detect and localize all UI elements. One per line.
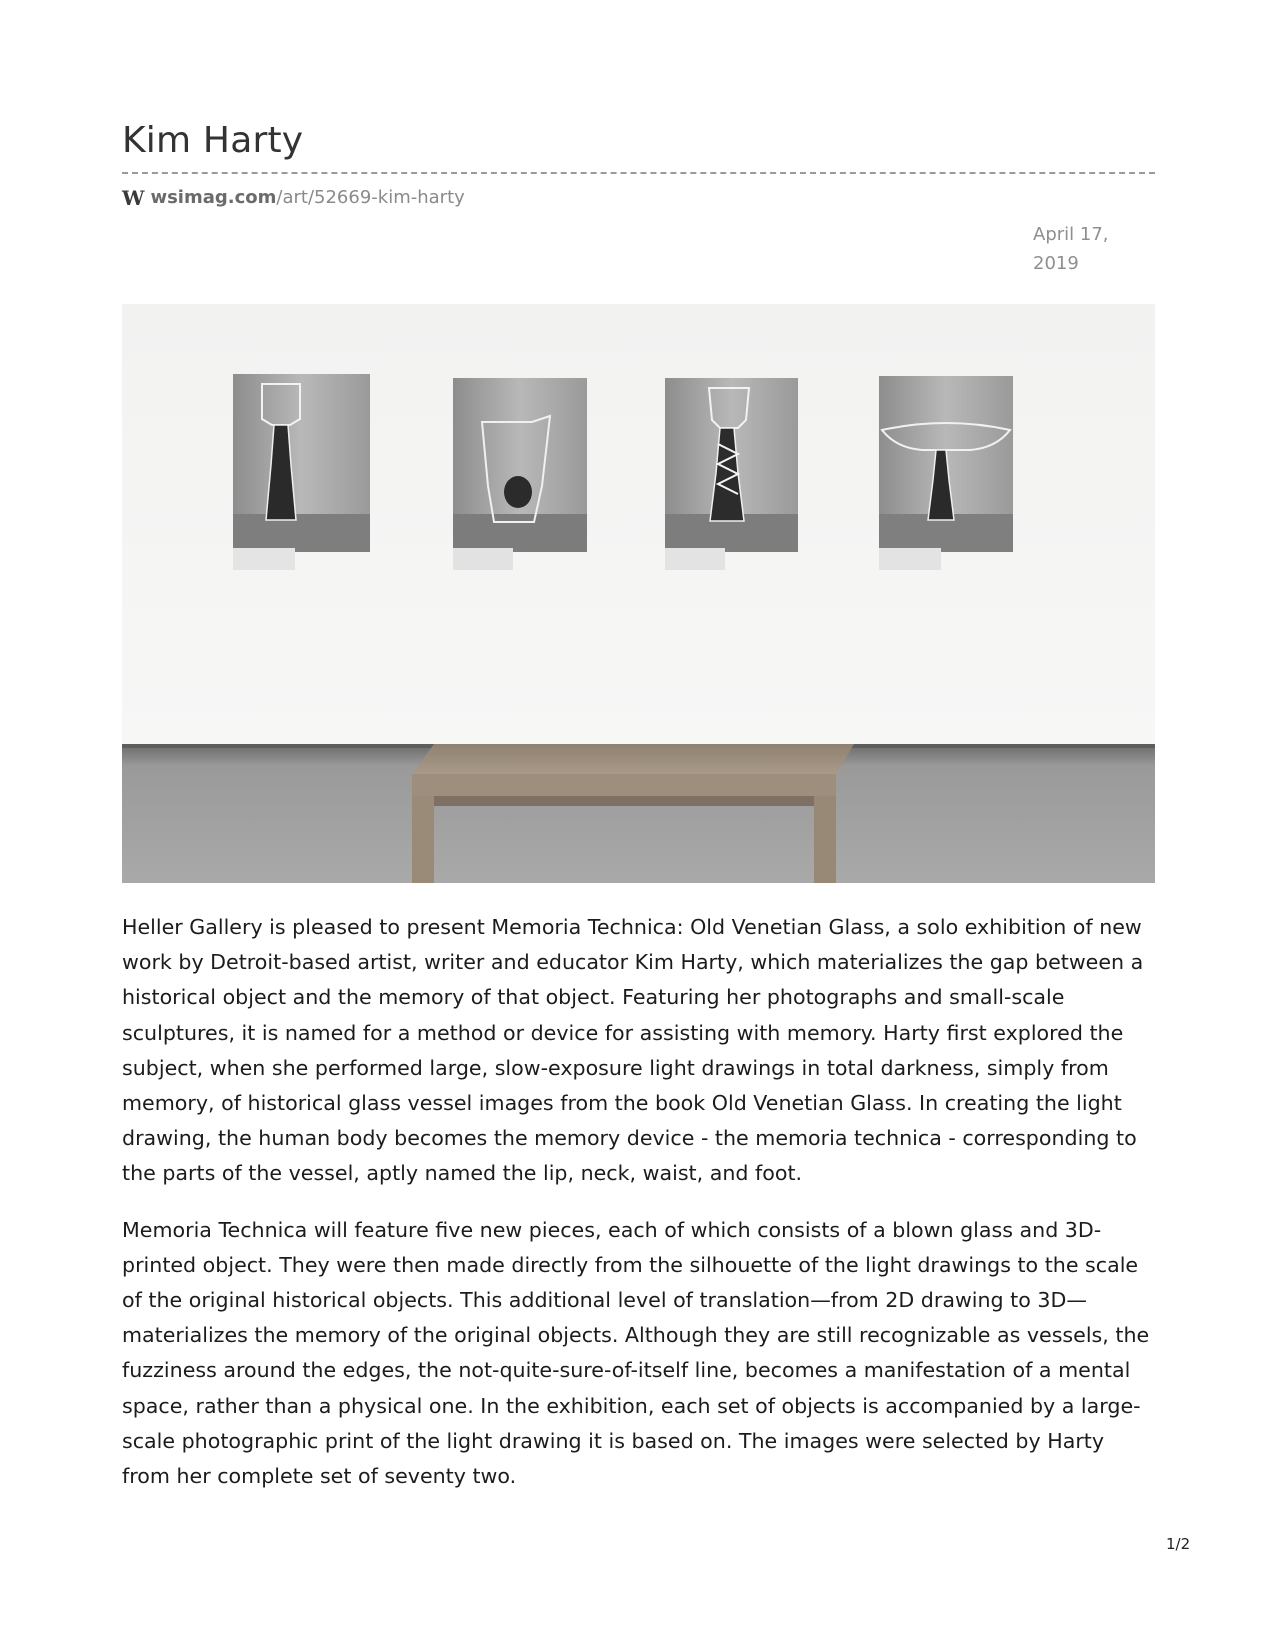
- article-paragraph-2: Memoria Technica will feature five new pieces, each of which consists of a blown glass and 3D-printed object. They were then made directly from the silhouette of the light drawings to the scale of the original historical objects. This additional level of translation—from 2D drawing to 3D—materializes the memory of the original objects. Although they are still recognizable as vessels, the fuzziness around the edges, the not-quite-sure-of-itself line, becomes a manifestation of a mental space, rather than a physical one. In the exhibition, each set of objects is accompanied by a large-scale photographic print of the light drawing it is based on. The images were selected by Harty from her complete set of seventy two.: [122, 1217, 1150, 1489]
- wsimag-logo-icon: W: [122, 186, 142, 210]
- article-page: [122, 118, 1155, 1489]
- publish-date-line-1: April 17,: [1033, 224, 1109, 245]
- source-domain[interactable]: wsimag.com: [150, 187, 277, 208]
- page-number: 1/2: [1166, 1535, 1191, 1553]
- shelf-2: [453, 548, 513, 570]
- artwork-print-4: [879, 376, 1013, 570]
- shelf-4: [879, 548, 941, 570]
- artwork-print-2: [453, 378, 587, 570]
- exhibition-photo: [122, 304, 1155, 883]
- shelf-1: [233, 548, 295, 570]
- artwork-print-3: [665, 378, 798, 570]
- article-body: [122, 910, 1155, 1515]
- artwork-print-1: [233, 374, 370, 570]
- title-divider: [122, 172, 1155, 174]
- article-title: Kim Harty: [122, 120, 304, 161]
- shelf-3: [665, 548, 725, 570]
- source-path[interactable]: /art/52669-kim-harty: [276, 187, 465, 208]
- publish-date-line-2: 2019: [1033, 253, 1079, 274]
- source-link[interactable]: [122, 186, 1155, 210]
- article-paragraph-1: Heller Gallery is pleased to present Memoria Technica: Old Venetian Glass, a solo exhibition of new work by Detroit-based artist, writer and educator Kim Harty, which materializes the gap between a historical object and the memory of that object. Featuring her photographs and small-scale sculptures, it is named for a method or device for assisting with memory. Harty first explored the subject, when she performed large, slow-exposure light drawings in total darkness, simply from memory, of historical glass vessel images from the book Old Venetian Glass. In creating the light drawing, the human body becomes the memory device - the memoria technica - corresponding to the parts of the vessel, aptly named the lip, neck, waist, and foot.: [122, 915, 1144, 1186]
- publish-date: [1033, 220, 1143, 278]
